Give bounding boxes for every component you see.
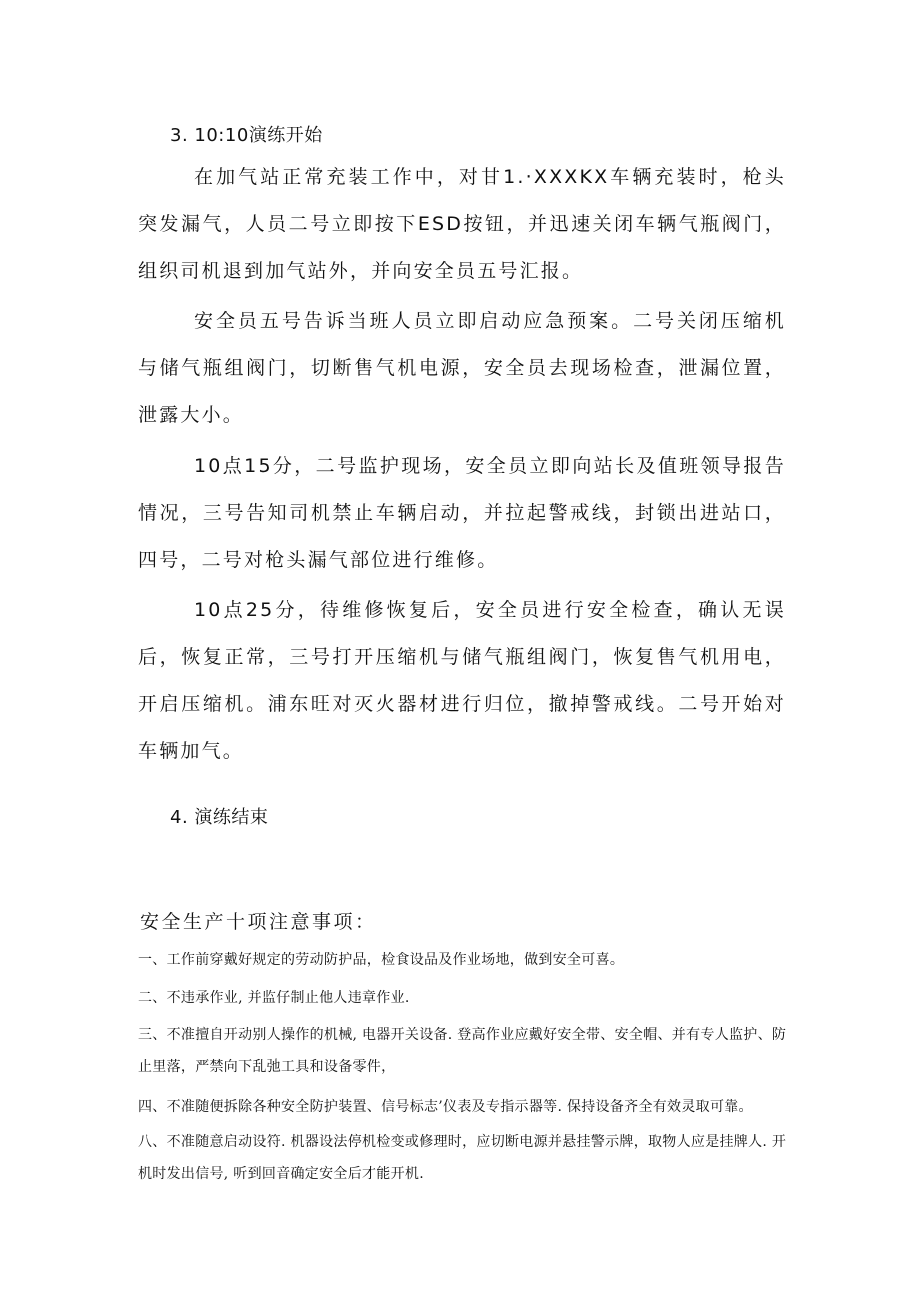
- safety-notice-item-4: 四、不准随便拆除各种安全防护装置、信号标志’仪表及专指示器等. 保持设备齐全有效灵取可靠。: [138, 1099, 753, 1115]
- safety-notice-item-3: 三、不准擅自开动别人操作的机械, 电器开关设备. 登高作业应戴好安全带、安全帽、并有专人监护、防止里落，严禁向下乱弛工具和设备零件，: [138, 1027, 787, 1075]
- safety-notice-item-5: 八、不准随意启动设符. 机器设法停机检变或修理时，应切断电源并悬挂警示牌，取物人应是挂牌人. 开机时发出信号, 听到回音确定安全后才能开机.: [138, 1134, 787, 1182]
- safety-notice-title: 安全生产十项注意事项：: [140, 911, 377, 933]
- section-3-paragraph-1: 在加气站正常充装工作中，对甘1.·XXXKX车辆充装时，枪头突发漏气，人员二号立即按下ESD按钮，并迅速关闭车辆气瓶阀门，组织司机退到加气站外，并向安全员五号汇报。: [138, 166, 786, 282]
- section-3-heading: 3. 10:10演练开始: [170, 125, 323, 146]
- section-3-paragraph-3: 10点15分，二号监护现场，安全员立即向站长及值班领导报告情况，三号告知司机禁止车辆启动，并拉起警戒线，封锁出进站口，四号，二号对枪头漏气部位进行维修。: [138, 455, 786, 571]
- section-3-paragraph-2: 安全员五号告诉当班人员立即启动应急预案。二号关闭压缩机与储气瓶组阀门，切断售气机电源，安全员去现场检查，泄漏位置，泄露大小。: [138, 310, 786, 426]
- section-4-heading: 4. 演练结束: [170, 807, 269, 828]
- safety-notice-item-1: 一、工作前穿戴好规定的劳动防护品，检食设品及作业场地，做到安全可喜。: [138, 952, 625, 968]
- section-3-paragraph-4: 10点25分，待维修恢复后，安全员进行安全检查，确认无误后，恢复正常，三号打开压缩机与储气瓶组阀门，恢复售气机用电，开启压缩机。浦东旺对灭火器材进行归位，撤掉警戒线。二号开始对车辆加气。: [138, 599, 786, 762]
- safety-notice-item-2: 二、不违承作业, 并监仔制止他人违章作业.: [138, 990, 410, 1006]
